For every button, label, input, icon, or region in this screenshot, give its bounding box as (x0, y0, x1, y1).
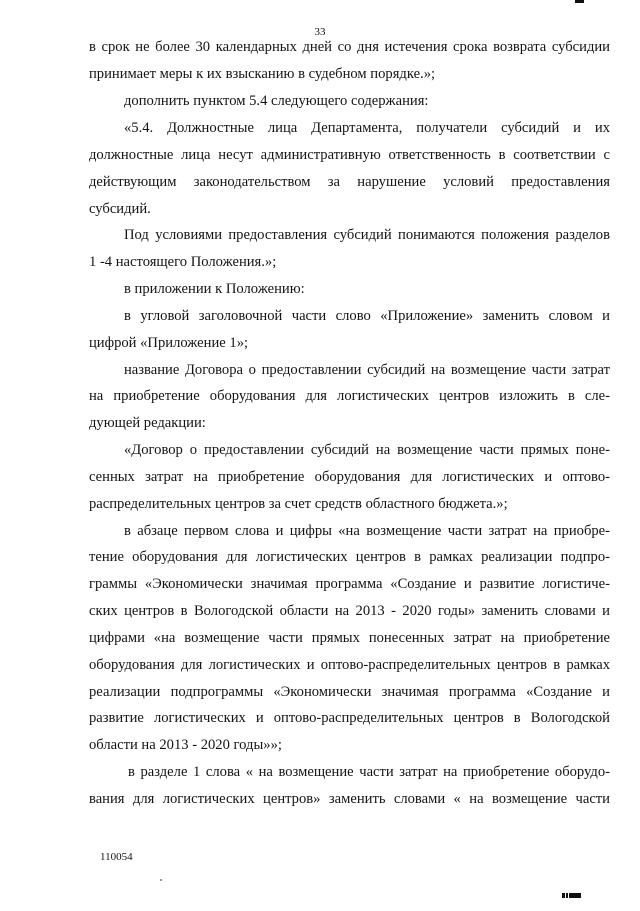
text-line: на приобретение оборудования для логистических центров изложить в сле- (89, 388, 610, 404)
corner-mark-bottom (562, 893, 582, 898)
text-line: Под условиями предоставления субсидий понимаются положения разделов (124, 227, 610, 243)
page-number: 33 (314, 26, 326, 38)
text-line: граммы «Экономически значимая программа «Создание и развитие логистиче- (89, 576, 610, 592)
corner-mark-top (575, 0, 584, 3)
text-line: вания для логистических центров» заменить словами « на возмещение части (89, 791, 610, 807)
scan-dot (160, 879, 162, 881)
text-line: тение оборудования для логистических центров в рамках реализации подпро- (89, 549, 610, 565)
document-code: 110054 (100, 851, 133, 863)
text-line: в угловой заголовочной части слово «Приложение» заменить словом и (124, 308, 610, 324)
text-line: должностные лица несут административную ответственность в соответствии с (89, 147, 610, 163)
text-line: оборудования для логистических и оптово-распределительных центров в рамках (89, 657, 610, 673)
text-line: развитие логистических и оптово-распределительных центров в Вологодской (89, 710, 610, 726)
text-line: реализации подпрограммы «Экономически значимая программа «Создание и (89, 684, 610, 700)
text-line: в срок не более 30 календарных дней со дня истечения срока возврата субсидии (89, 39, 610, 55)
text-line: в абзаце первом слова и цифры «на возмещение части затрат на приобре- (124, 523, 610, 539)
text-line: распределительных центров за счет средств областного бюджета.»; (89, 496, 508, 512)
text-line: области на 2013 - 2020 годы»»; (89, 737, 282, 753)
text-line: «Договор о предоставлении субсидий на возмещение части прямых поне- (124, 442, 610, 458)
text-line: дополнить пунктом 5.4 следующего содержания: (124, 93, 429, 109)
text-line: в разделе 1 слова « на возмещение части затрат на приобретение оборудо- (128, 764, 610, 780)
text-line: дующей редакции: (89, 415, 206, 431)
text-line: действующим законодательством за нарушение условий предоставления (89, 174, 610, 190)
text-line: цифрой «Приложение 1»; (89, 335, 249, 351)
text-line: в приложении к Положению: (124, 281, 305, 297)
text-line: цифрами «на возмещение части прямых понесенных затрат на приобретение (89, 630, 610, 646)
text-line: принимает меры к их взысканию в судебном порядке.»; (89, 66, 436, 82)
text-line: субсидий. (89, 201, 151, 217)
text-line: ских центров в Вологодской области на 2013 - 2020 годы» заменить словами и (89, 603, 610, 619)
text-line: сенных затрат на приобретение оборудования для логистических и оптово- (89, 469, 610, 485)
text-line: название Договора о предоставлении субсидий на возмещение части затрат (124, 362, 610, 378)
text-line: 1 -4 настоящего Положения.»; (89, 254, 277, 270)
text-line: «5.4. Должностные лица Департамента, получатели субсидий и их (124, 120, 610, 136)
